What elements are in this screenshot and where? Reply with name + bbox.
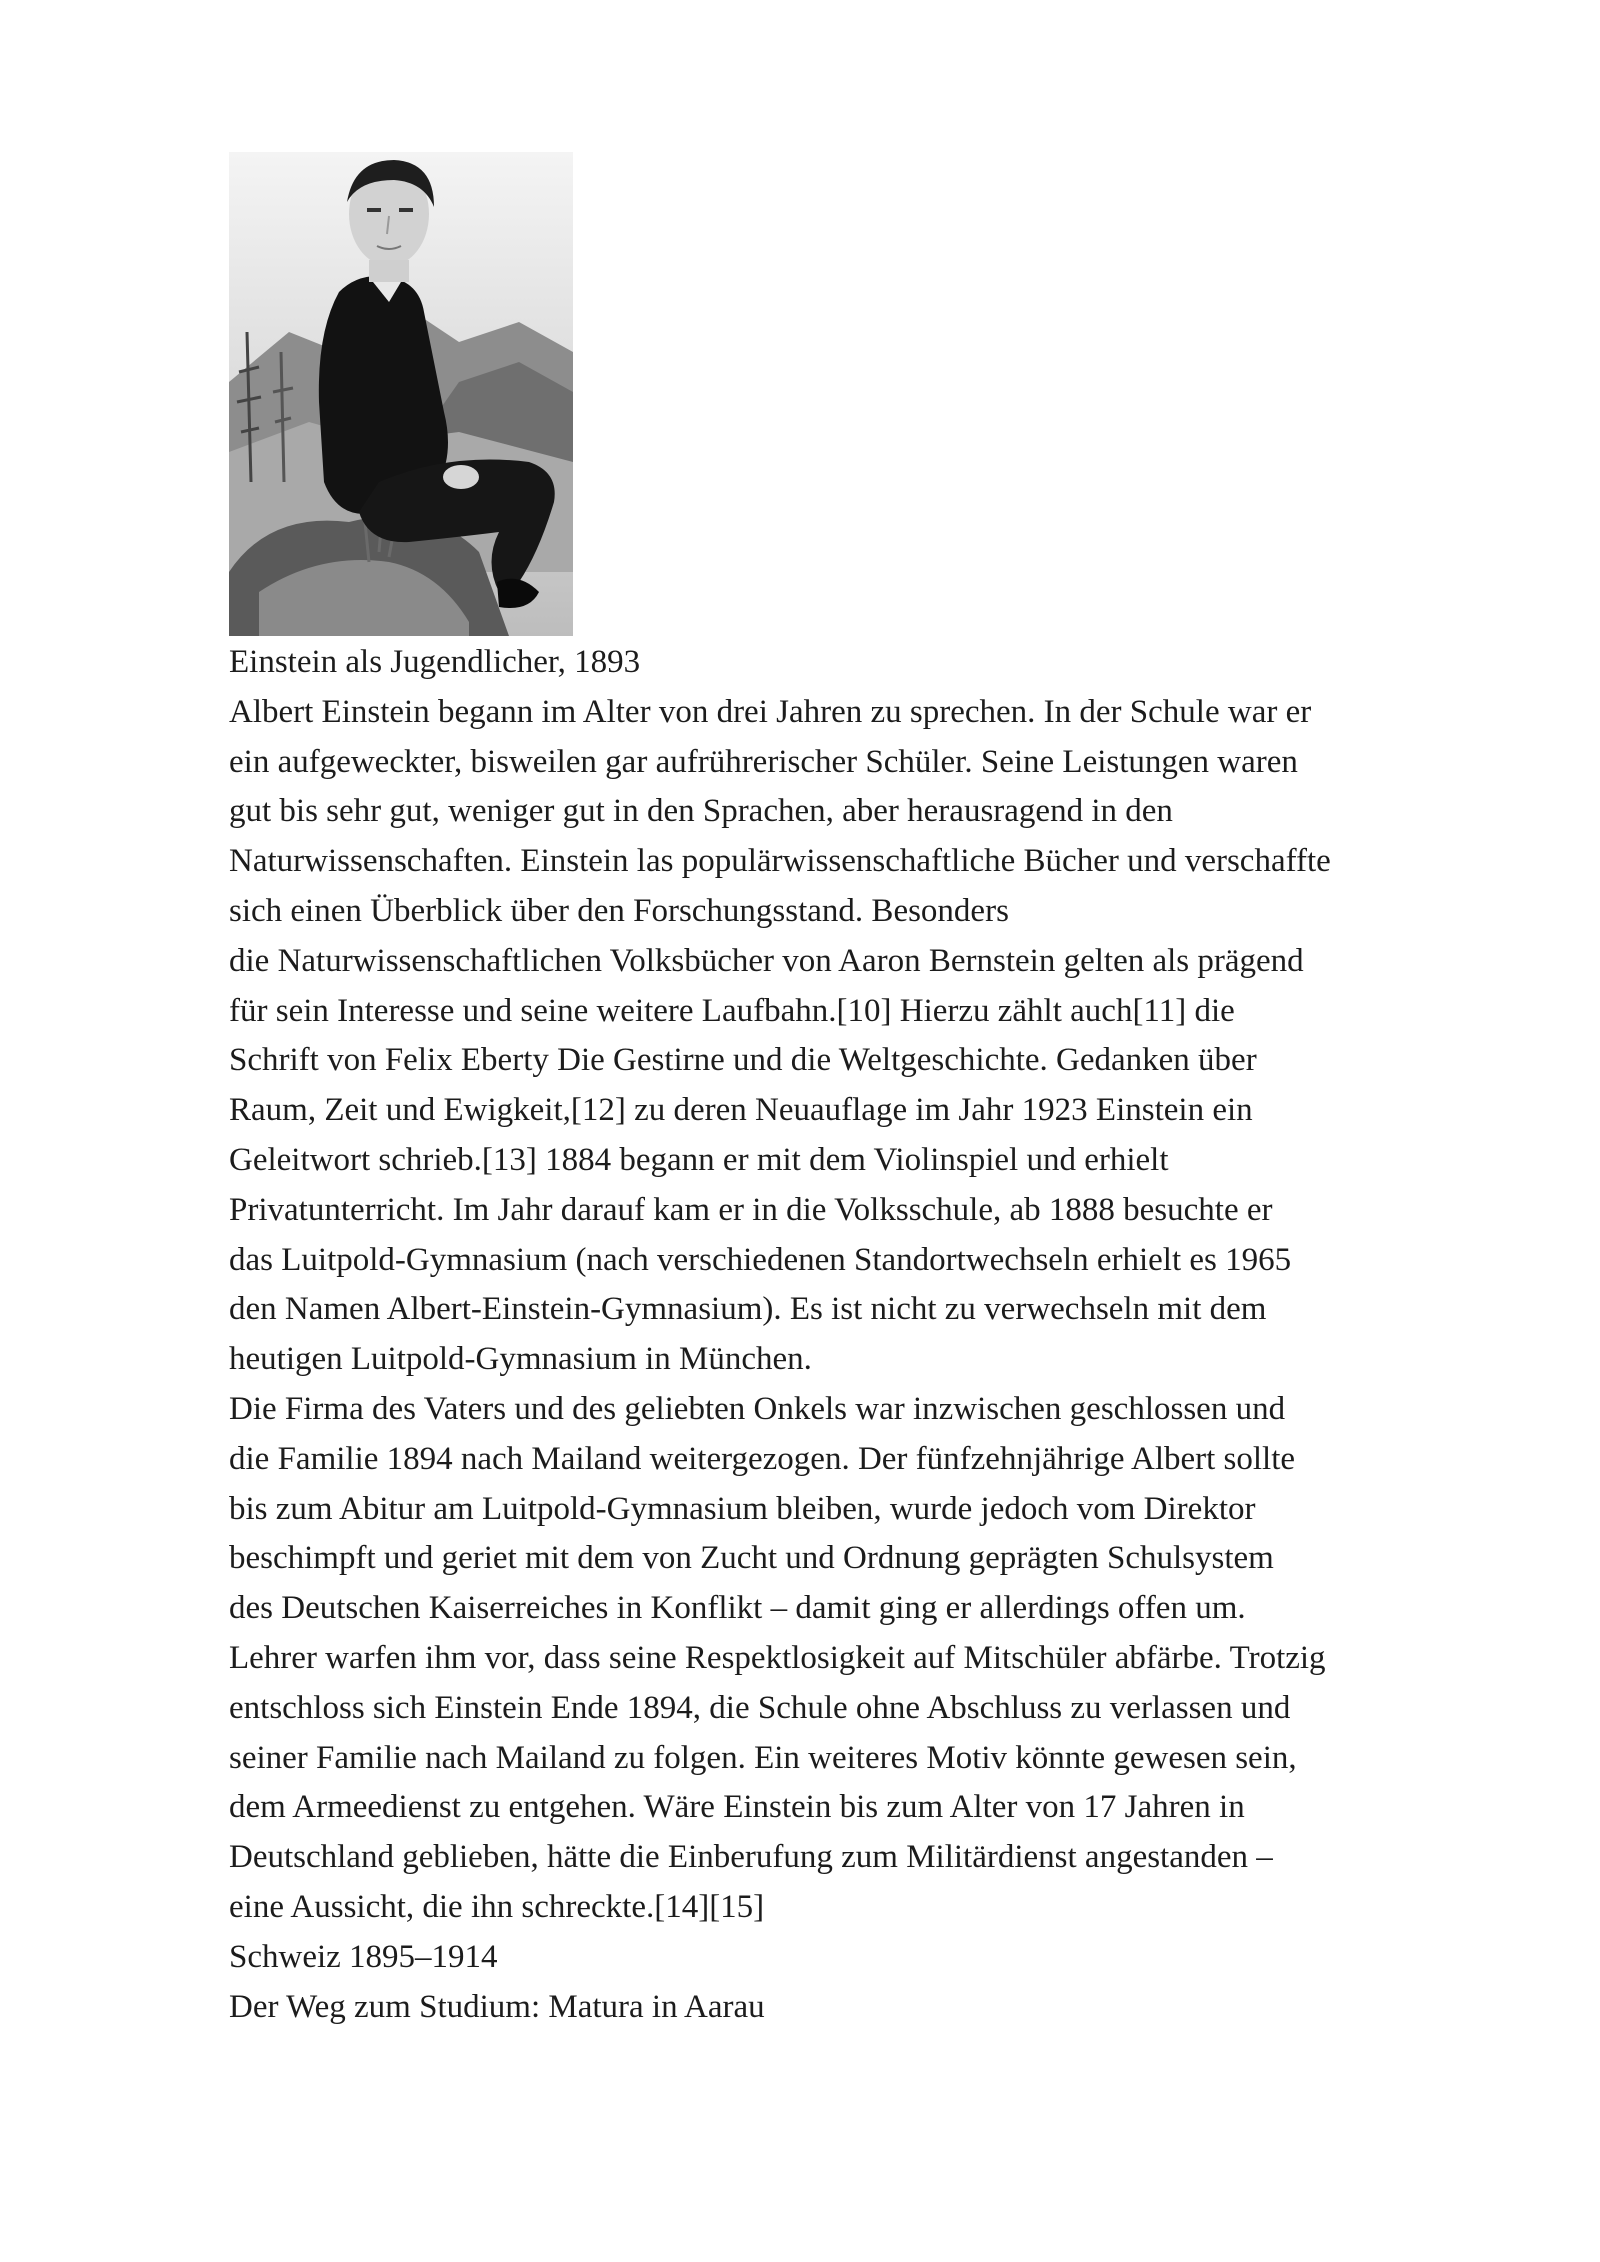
portrait-image [229,152,573,636]
text-line: des Deutschen Kaiserreiches in Konflikt – damit ging er allerdings offen um. [229,1590,1246,1627]
portrait-photo [229,152,573,636]
text-line: dem Armeedienst zu entgehen. Wäre Einstein bis zum Alter von 17 Jahren in [229,1789,1245,1826]
text-line: Schweiz 1895–1914 [229,1938,498,1975]
text-line: eine Aussicht, die ihn schreckte.[14][15] [229,1888,765,1925]
text-line: heutigen Luitpold-Gymnasium in München. [229,1341,812,1378]
text-line: Raum, Zeit und Ewigkeit,[12] zu deren Neuauflage im Jahr 1923 Einstein ein [229,1092,1253,1129]
text-line: Geleitwort schrieb.[13] 1884 begann er mit dem Violinspiel und erhielt [229,1141,1169,1178]
text-line: Die Firma des Vaters und des geliebten Onkels war inzwischen geschlossen und [229,1390,1286,1427]
text-line: seiner Familie nach Mailand zu folgen. Ein weiteres Motiv könnte gewesen sein, [229,1739,1297,1776]
text-line: die Familie 1894 nach Mailand weitergezogen. Der fünfzehnjährige Albert sollte [229,1440,1296,1477]
section-heading-switzerland [229,1933,1529,1983]
paragraph-milan [229,1385,1529,1933]
text-line: gut bis sehr gut, weniger gut in den Sprachen, aber herausragend in den [229,793,1173,830]
text-line: den Namen Albert-Einstein-Gymnasium). Es ist nicht zu verwechseln mit dem [229,1291,1267,1328]
text-line: sich einen Überblick über den Forschungsstand. Besonders [229,892,1009,929]
text-line: ein aufgeweckter, bisweilen gar aufrührerischer Schüler. Seine Leistungen waren [229,743,1298,780]
text-line: Lehrer warfen ihm vor, dass seine Respektlosigkeit auf Mitschüler abfärbe. Trotzig [229,1639,1326,1676]
text-line: Albert Einstein begann im Alter von drei Jahren zu sprechen. In der Schule war er [229,693,1312,730]
document-content [229,152,1529,2032]
photo-caption: Einstein als Jugendlicher, 1893 [229,644,641,680]
text-line: Der Weg zum Studium: Matura in Aarau [229,1988,765,2025]
text-line: Privatunterricht. Im Jahr darauf kam er in die Volksschule, ab 1888 besuchte er [229,1191,1273,1228]
text-line: beschimpft und geriet mit dem von Zucht und Ordnung geprägten Schulsystem [229,1540,1274,1577]
paragraph-childhood [229,688,1529,1385]
text-line: Deutschland geblieben, hätte die Einberufung zum Militärdienst angestanden – [229,1839,1273,1876]
text-line: für sein Interesse und seine weitere Laufbahn.[10] Hierzu zählt auch[11] die [229,992,1235,1029]
subsection-heading-matura [229,1983,1529,2033]
text-line: entschloss sich Einstein Ende 1894, die Schule ohne Abschluss zu verlassen und [229,1689,1291,1726]
text-line: bis zum Abitur am Luitpold-Gymnasium bleiben, wurde jedoch vom Direktor [229,1490,1256,1527]
text-line: das Luitpold-Gymnasium (nach verschiedenen Standortwechseln erhielt es 1965 [229,1241,1292,1278]
text-line: Schrift von Felix Eberty Die Gestirne und die Weltgeschichte. Gedanken über [229,1042,1257,1079]
text-line: die Naturwissenschaftlichen Volksbücher von Aaron Bernstein gelten als prägend [229,942,1304,979]
text-line: Naturwissenschaften. Einstein las populärwissenschaftliche Bücher und verschaffte [229,843,1331,880]
